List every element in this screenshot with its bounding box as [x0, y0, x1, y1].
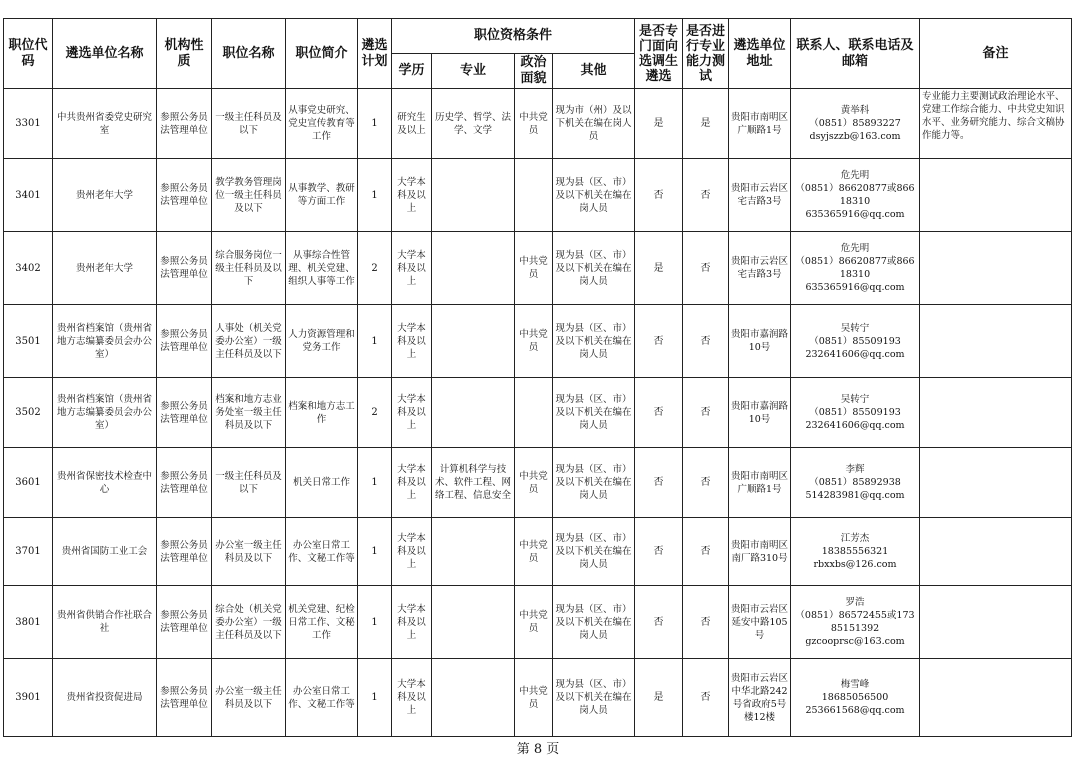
nature-cell: 参照公务员法管理单位 — [157, 305, 212, 378]
position-cell: 办公室一级主任科员及以下 — [212, 518, 286, 586]
plan-cell: 1 — [358, 89, 392, 159]
code-cell: 3501 — [4, 305, 53, 378]
major-cell — [432, 159, 515, 232]
col-header-intro: 职位简介 — [286, 19, 358, 89]
nature-cell: 参照公务员法管理单位 — [157, 159, 212, 232]
major-cell — [432, 232, 515, 305]
contact-name: 吴转宁 — [840, 394, 870, 405]
contact-name: 江芳杰 — [840, 533, 870, 544]
contact-cell — [791, 89, 920, 159]
contact-phone: 18385556321 — [821, 546, 889, 557]
contact-name: 李辉 — [845, 464, 865, 475]
contact-phone: （0851）86572455或17385151392 — [795, 610, 915, 634]
directed-cell: 是 — [635, 89, 683, 159]
address-cell: 贵阳市云岩区宅吉路3号 — [729, 232, 791, 305]
contact-name: 罗浩 — [845, 597, 865, 608]
contact-name: 梅雪峰 — [840, 679, 870, 690]
remark-cell — [920, 448, 1072, 518]
page-number: 第 8 页 — [516, 742, 560, 757]
ability-test-cell: 否 — [683, 378, 729, 448]
political-cell: 中共党员 — [515, 659, 553, 737]
remark-cell — [920, 232, 1072, 305]
contact-name: 危先明 — [840, 170, 870, 181]
col-header-education: 学历 — [392, 54, 432, 89]
address-cell: 贵阳市嘉润路10号 — [729, 378, 791, 448]
political-cell — [515, 159, 553, 232]
contact-email: rbxxbs@126.com — [813, 559, 897, 570]
ability-test-cell: 否 — [683, 586, 729, 659]
code-cell: 3601 — [4, 448, 53, 518]
col-header-political: 政治面貌 — [515, 54, 553, 89]
unit-cell: 贵州省投资促进局 — [53, 659, 157, 737]
contact-cell — [791, 586, 920, 659]
other-cell: 现为县（区、市）及以下机关在编在岗人员 — [553, 305, 635, 378]
address-cell: 贵阳市南明区广顺路1号 — [729, 448, 791, 518]
ability-test-cell: 否 — [683, 518, 729, 586]
remark-cell — [920, 305, 1072, 378]
contact-email: 232641606@qq.com — [805, 420, 905, 431]
plan-cell: 1 — [358, 305, 392, 378]
education-cell: 大学本科及以上 — [392, 659, 432, 737]
unit-cell: 贵州老年大学 — [53, 232, 157, 305]
political-cell: 中共党员 — [515, 305, 553, 378]
intro-cell: 档案和地方志工作 — [286, 378, 358, 448]
intro-cell: 从事教学、教研等方面工作 — [286, 159, 358, 232]
contact-email: 253661568@qq.com — [805, 705, 905, 716]
nature-cell: 参照公务员法管理单位 — [157, 518, 212, 586]
address-cell: 贵阳市云岩区宅吉路3号 — [729, 159, 791, 232]
position-table — [3, 18, 1072, 737]
col-header-plan: 遴选计划 — [358, 19, 392, 89]
other-cell: 现为县（区、市）及以下机关在编在岗人员 — [553, 378, 635, 448]
contact-phone: （0851）86620877或86618310 — [795, 183, 915, 207]
contact-email: gzcooprsc@163.com — [805, 636, 905, 647]
other-cell: 现为县（区、市）及以下机关在编在岗人员 — [553, 518, 635, 586]
nature-cell: 参照公务员法管理单位 — [157, 89, 212, 159]
table-row — [4, 448, 1072, 518]
position-cell: 教学教务管理岗位一级主任科员及以下 — [212, 159, 286, 232]
political-cell: 中共党员 — [515, 518, 553, 586]
col-header-ability-test: 是否进行专业能力测试 — [683, 19, 729, 89]
directed-cell: 否 — [635, 518, 683, 586]
unit-cell: 贵州省档案馆（贵州省地方志编纂委员会办公室） — [53, 378, 157, 448]
position-cell: 综合处（机关党委办公室）一级主任科员及以下 — [212, 586, 286, 659]
directed-cell: 是 — [635, 659, 683, 737]
table-row — [4, 305, 1072, 378]
remark-cell — [920, 378, 1072, 448]
ability-test-cell: 否 — [683, 448, 729, 518]
contact-cell — [791, 305, 920, 378]
other-cell: 现为县（区、市）及以下机关在编在岗人员 — [553, 586, 635, 659]
address-cell: 贵阳市嘉润路10号 — [729, 305, 791, 378]
plan-cell: 2 — [358, 378, 392, 448]
education-cell: 大学本科及以上 — [392, 232, 432, 305]
education-cell: 大学本科及以上 — [392, 586, 432, 659]
contact-name: 危先明 — [840, 243, 870, 254]
directed-cell: 是 — [635, 232, 683, 305]
major-cell — [432, 659, 515, 737]
address-cell: 贵阳市云岩区延安中路105号 — [729, 586, 791, 659]
plan-cell: 1 — [358, 518, 392, 586]
other-cell: 现为县（区、市）及以下机关在编在岗人员 — [553, 232, 635, 305]
remark-cell — [920, 659, 1072, 737]
contact-email: 232641606@qq.com — [805, 348, 905, 360]
intro-cell: 人力资源管理和党务工作 — [286, 305, 358, 378]
position-cell: 办公室一级主任科员及以下 — [212, 659, 286, 737]
contact-cell — [791, 232, 920, 305]
directed-cell: 否 — [635, 305, 683, 378]
contact-cell — [791, 659, 920, 737]
intro-cell: 从事综合性管理、机关党建、组织人事等工作 — [286, 232, 358, 305]
position-cell: 综合服务岗位一级主任科员及以下 — [212, 232, 286, 305]
major-cell: 计算机科学与技术、软件工程、网络工程、信息安全 — [432, 448, 515, 518]
table-row — [4, 659, 1072, 737]
intro-cell: 办公室日常工作、文秘工作等 — [286, 659, 358, 737]
position-cell: 档案和地方志业务处室一级主任科员及以下 — [212, 378, 286, 448]
directed-cell: 否 — [635, 586, 683, 659]
unit-cell: 贵州省供销合作社联合社 — [53, 586, 157, 659]
col-header-qualifications: 职位资格条件 — [392, 19, 635, 54]
other-cell: 现为县（区、市）及以下机关在编在岗人员 — [553, 159, 635, 232]
intro-cell: 机关党建、纪检日常工作、文秘工作 — [286, 586, 358, 659]
position-cell: 一级主任科员及以下 — [212, 448, 286, 518]
intro-cell: 机关日常工作 — [286, 448, 358, 518]
table-row — [4, 232, 1072, 305]
directed-cell: 否 — [635, 448, 683, 518]
code-cell: 3502 — [4, 378, 53, 448]
contact-email: 514283981@qq.com — [805, 490, 905, 501]
col-header-other: 其他 — [553, 54, 635, 89]
plan-cell: 2 — [358, 232, 392, 305]
other-cell: 现为县（区、市）及以下机关在编在岗人员 — [553, 448, 635, 518]
remark-cell — [920, 159, 1072, 232]
contact-cell — [791, 448, 920, 518]
col-header-unit-name: 遴选单位名称 — [53, 19, 157, 89]
major-cell — [432, 378, 515, 448]
table-row — [4, 586, 1072, 659]
nature-cell: 参照公务员法管理单位 — [157, 378, 212, 448]
code-cell: 3701 — [4, 518, 53, 586]
remark-cell — [920, 586, 1072, 659]
political-cell: 中共党员 — [515, 232, 553, 305]
unit-cell: 贵州省保密技术检查中心 — [53, 448, 157, 518]
directed-cell: 否 — [635, 378, 683, 448]
code-cell: 3401 — [4, 159, 53, 232]
table-row — [4, 378, 1072, 448]
unit-cell: 贵州省国防工业工会 — [53, 518, 157, 586]
political-cell: 中共党员 — [515, 448, 553, 518]
nature-cell: 参照公务员法管理单位 — [157, 448, 212, 518]
contact-phone: （0851）85892938 — [809, 477, 901, 488]
plan-cell: 1 — [358, 448, 392, 518]
code-cell: 3301 — [4, 89, 53, 159]
education-cell: 大学本科及以上 — [392, 305, 432, 378]
other-cell: 现为市（州）及以下机关在编在岗人员 — [553, 89, 635, 159]
unit-cell: 贵州老年大学 — [53, 159, 157, 232]
unit-cell: 贵州省档案馆（贵州省地方志编纂委员会办公室） — [53, 305, 157, 378]
contact-phone: （0851）85893227 — [809, 118, 901, 129]
major-cell — [432, 518, 515, 586]
position-cell: 人事处（机关党委办公室）一级主任科员及以下 — [212, 305, 286, 378]
contact-email: 635365916@qq.com — [805, 282, 905, 293]
major-cell — [432, 305, 515, 378]
table-row — [4, 159, 1072, 232]
contact-name: 黄举科 — [840, 105, 870, 116]
col-header-directed: 是否专门面向选调生遴选 — [635, 19, 683, 89]
contact-phone: （0851）85509193 — [809, 407, 901, 418]
col-header-nature: 机构性质 — [157, 19, 212, 89]
education-cell: 大学本科及以上 — [392, 378, 432, 448]
code-cell: 3901 — [4, 659, 53, 737]
contact-cell — [791, 378, 920, 448]
code-cell: 3801 — [4, 586, 53, 659]
other-cell: 现为县（区、市）及以下机关在编在岗人员 — [553, 659, 635, 737]
table-row — [4, 518, 1072, 586]
table-body — [4, 89, 1072, 737]
address-cell: 贵阳市云岩区中华北路242号省政府5号楼12楼 — [729, 659, 791, 737]
col-header-contact: 联系人、联系电话及邮箱 — [791, 19, 920, 89]
nature-cell: 参照公务员法管理单位 — [157, 586, 212, 659]
plan-cell: 1 — [358, 159, 392, 232]
education-cell: 大学本科及以上 — [392, 518, 432, 586]
ability-test-cell: 是 — [683, 89, 729, 159]
address-cell: 贵阳市南明区南厂路310号 — [729, 518, 791, 586]
intro-cell: 办公室日常工作、文秘工作等 — [286, 518, 358, 586]
address-cell: 贵阳市南明区广顺路1号 — [729, 89, 791, 159]
political-cell — [515, 378, 553, 448]
directed-cell: 否 — [635, 159, 683, 232]
contact-phone: （0851）86620877或86618310 — [795, 256, 915, 280]
education-cell: 研究生及以上 — [392, 89, 432, 159]
remark-cell: 专业能力主要测试政治理论水平、党建工作综合能力、中共党史知识水平、业务研究能力、综合文稿协作能力等。 — [920, 89, 1072, 159]
intro-cell: 从事党史研究、党史宣传教育等工作 — [286, 89, 358, 159]
ability-test-cell: 否 — [683, 659, 729, 737]
plan-cell: 1 — [358, 659, 392, 737]
major-cell: 历史学、哲学、法学、文学 — [432, 89, 515, 159]
col-header-address: 遴选单位地址 — [729, 19, 791, 89]
code-cell: 3402 — [4, 232, 53, 305]
nature-cell: 参照公务员法管理单位 — [157, 659, 212, 737]
remark-cell — [920, 518, 1072, 586]
political-cell: 中共党员 — [515, 586, 553, 659]
unit-cell: 中共贵州省委党史研究室 — [53, 89, 157, 159]
position-cell: 一级主任科员及以下 — [212, 89, 286, 159]
col-header-major: 专业 — [432, 54, 515, 89]
contact-name: 吴转宁 — [840, 322, 870, 334]
education-cell: 大学本科及以上 — [392, 448, 432, 518]
political-cell: 中共党员 — [515, 89, 553, 159]
contact-email: dsyjszzb@163.com — [809, 131, 901, 142]
ability-test-cell: 否 — [683, 305, 729, 378]
nature-cell: 参照公务员法管理单位 — [157, 232, 212, 305]
contact-cell — [791, 159, 920, 232]
contact-email: 635365916@qq.com — [805, 209, 905, 220]
ability-test-cell: 否 — [683, 232, 729, 305]
table-row — [4, 89, 1072, 159]
education-cell: 大学本科及以上 — [392, 159, 432, 232]
contact-cell — [791, 518, 920, 586]
col-header-remark: 备注 — [920, 19, 1072, 89]
major-cell — [432, 586, 515, 659]
contact-phone: （0851）85509193 — [809, 335, 901, 347]
contact-phone: 18685056500 — [821, 692, 889, 703]
plan-cell: 1 — [358, 586, 392, 659]
col-header-position: 职位名称 — [212, 19, 286, 89]
col-header-code: 职位代码 — [4, 19, 53, 89]
ability-test-cell: 否 — [683, 159, 729, 232]
